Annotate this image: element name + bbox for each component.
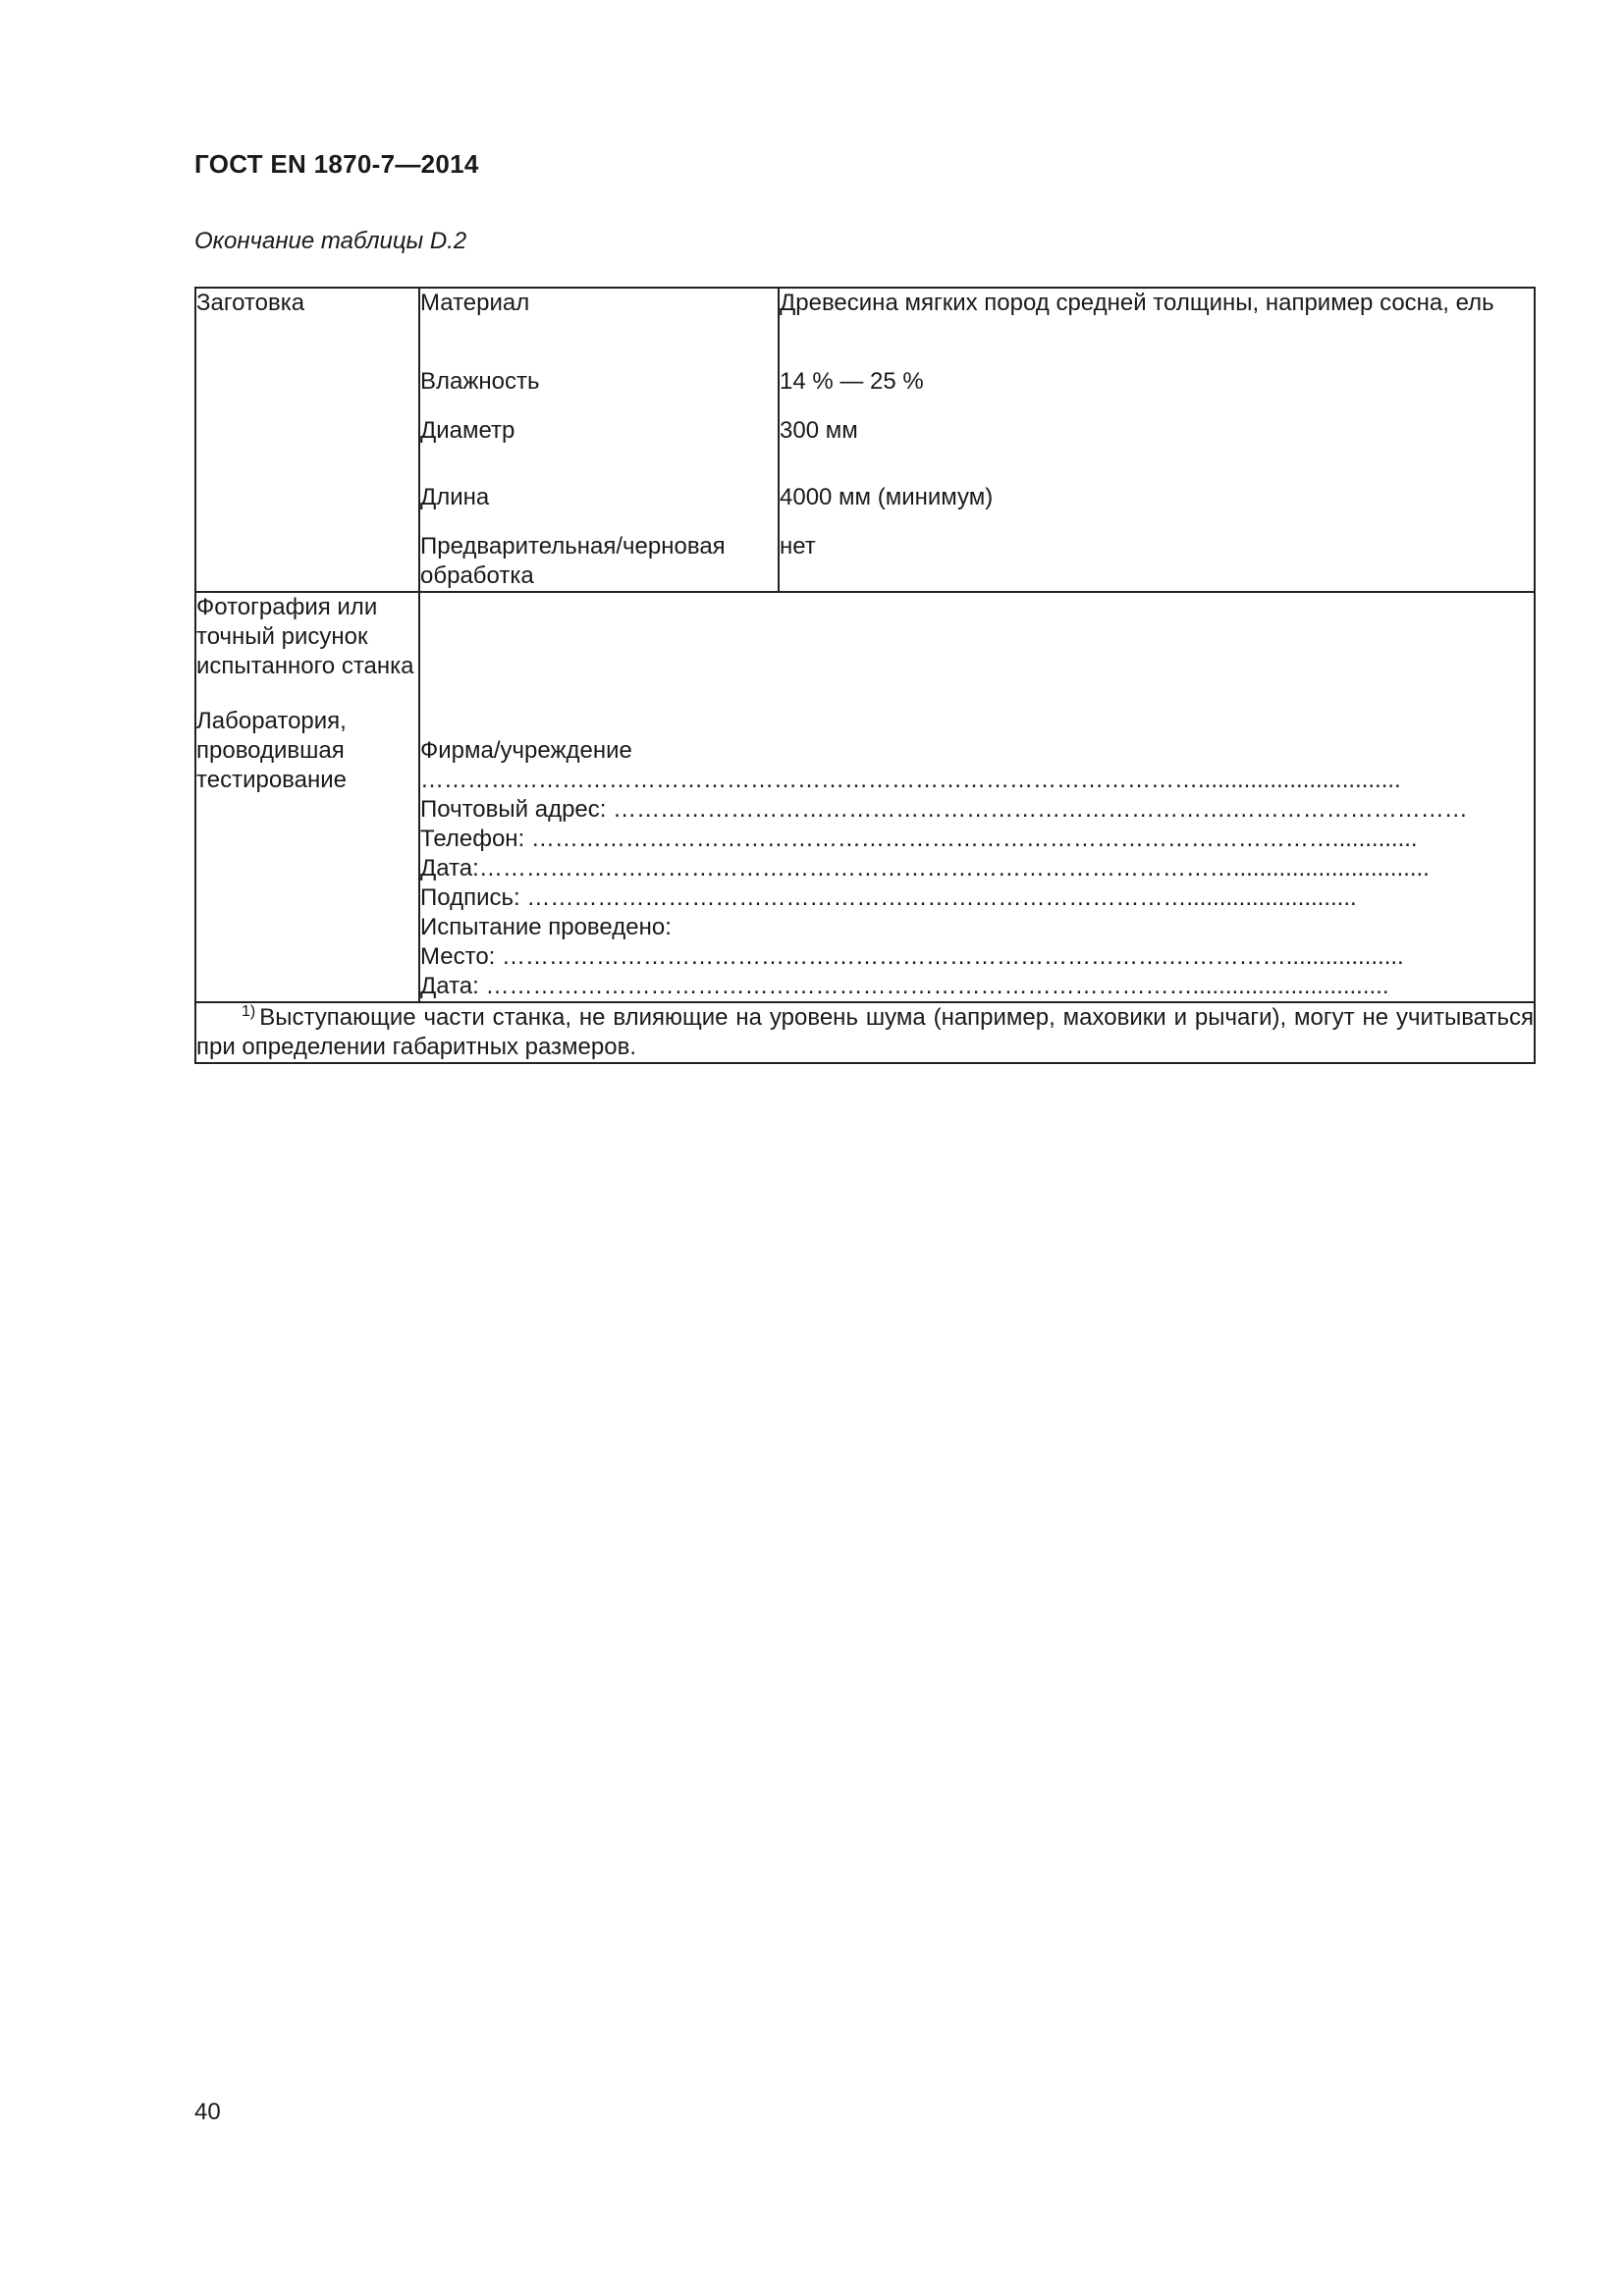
param-values-cell (779, 288, 1535, 592)
footnote-text: Выступающие части станка, не влияющие на уровень шума (например, маховики и рычаги), могут не учитываться при определении габаритных размеров. (196, 1004, 1534, 1060)
workpiece-label: Заготовка (196, 290, 305, 316)
spec-table (194, 287, 1536, 1064)
lab-line: ………………………………………………………………………………………............................... (420, 767, 1401, 793)
photo-lab-content-cell (419, 592, 1535, 1002)
lab-line: Телефон: …………………………………………………………………………………………............. (420, 826, 1418, 852)
lab-line: Место: ………………………………………………………………………….…………….................. (420, 943, 1404, 970)
photo-area (420, 593, 1534, 736)
footnote-cell (195, 1002, 1535, 1063)
table-row-photo-lab (195, 592, 1535, 1002)
param-value: Древесина мягких пород средней толщины, например сосна, ель (780, 290, 1494, 316)
lab-line: Дата: ……………………………………………………………………………….............................. (420, 973, 1389, 999)
photo-gap (196, 681, 418, 707)
param-name: Влажность (420, 368, 540, 395)
param-value: 300 мм (780, 417, 858, 444)
row-label-workpiece (195, 288, 419, 592)
table-caption: Окончание таблицы D.2 (194, 228, 467, 254)
lab-line: Подпись: ………………………………………………………………………….......................... (420, 884, 1357, 911)
lab-line: Фирма/учреждение (420, 737, 632, 764)
lab-line: Дата:…………………………………………………………………………………….............................. (420, 855, 1430, 881)
param-value: 14 % — 25 % (780, 368, 924, 395)
photo-label: Фотография или точный рисунок испытанного станка (196, 594, 414, 679)
lab-line: Почтовый адрес: …………………………………………………………………….………………………… (420, 796, 1468, 823)
footnote-mark: 1) (242, 1003, 256, 1020)
param-value: 4000 мм (минимум) (780, 484, 994, 510)
page-number: 40 (194, 2099, 221, 2125)
table-row-workpiece (195, 288, 1535, 592)
param-value: нет (780, 533, 816, 560)
laboratory-label: Лаборатория, проводившая тестирование (196, 708, 347, 793)
param-name: Предварительная/черновая обработка (420, 533, 726, 589)
param-names-cell (419, 288, 779, 592)
lab-line: Испытание проведено: (420, 914, 672, 940)
table-row-footnote (195, 1002, 1535, 1063)
param-name: Длина (420, 484, 490, 510)
param-name: Материал (420, 290, 530, 316)
param-name: Диаметр (420, 417, 515, 444)
document-header: ГОСТ EN 1870-7—2014 (194, 149, 479, 179)
row-label-photo-lab (195, 592, 419, 1002)
